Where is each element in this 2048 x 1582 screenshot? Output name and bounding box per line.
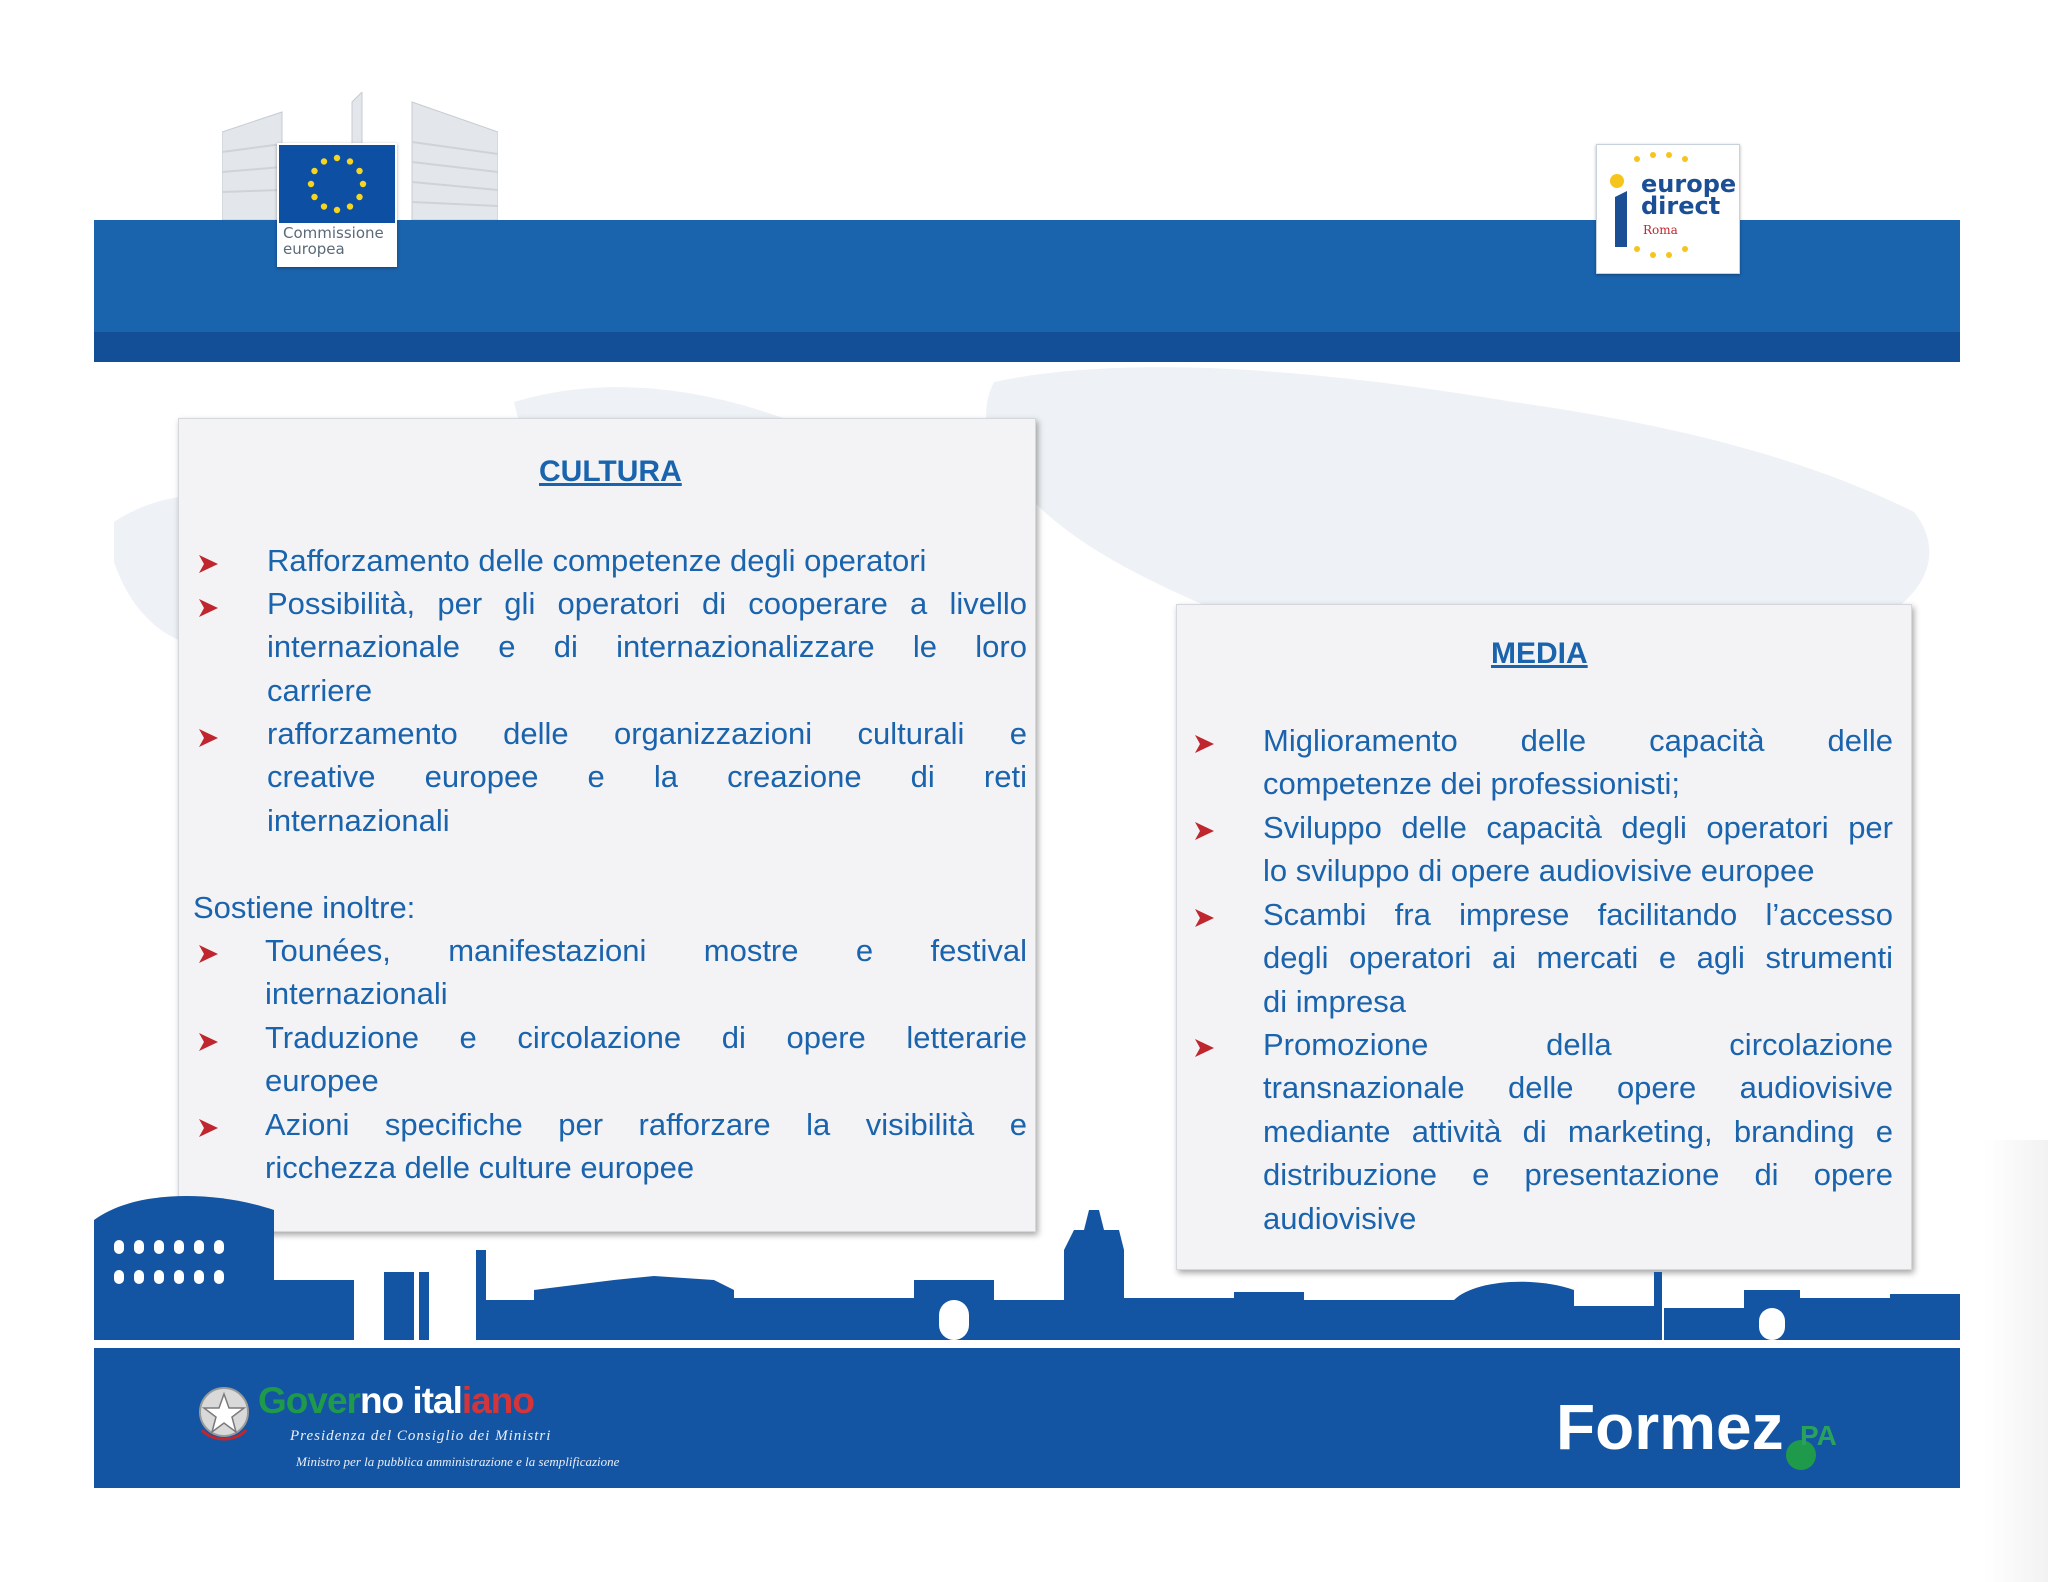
media-bullet-4-line1: Promozione della circolazione — [1263, 1027, 1893, 1062]
eu-star-icon — [334, 155, 340, 161]
commission-logo-line2: europea — [283, 240, 345, 258]
media-bullet-4-line3: mediante attività di marketing, branding e — [1263, 1113, 1893, 1149]
european-commission-logo — [277, 143, 397, 267]
italian-republic-emblem-icon — [196, 1386, 252, 1444]
media-bullet-2 — [1263, 806, 1893, 893]
eu-star-icon — [311, 194, 317, 200]
cultura-bullet-1-line1: Rafforzamento delle competenze degli operatori — [267, 543, 927, 578]
media-bullet-3-line3: di impresa — [1263, 983, 1406, 1019]
media-bullet-1-line1: Miglioramento delle capacità delle — [1263, 723, 1893, 758]
cultura-bullet-3-line3: internazionali — [267, 802, 450, 838]
europe-direct-logo — [1596, 144, 1740, 274]
europe-direct-text — [1641, 170, 1737, 220]
cultura-also-bullet-3 — [265, 1103, 1027, 1190]
commission-logo-text — [283, 225, 384, 257]
bullet-arrow-icon — [197, 597, 219, 619]
cultura-also-bullet-2-line1: Traduzione e circolazione di opere letterarie — [265, 1020, 1027, 1055]
bullet-arrow-icon — [197, 1031, 219, 1053]
page-edge-shadow — [1984, 1140, 2048, 1582]
eu-star-icon — [356, 168, 362, 174]
bullet-arrow-icon — [197, 727, 219, 749]
media-bullet-3-line2: degli operatori ai mercati e agli strumenti — [1263, 940, 1893, 976]
cultura-bullet-3-line2: creative europee e la creazione di reti — [267, 759, 1027, 795]
governo-italiano-logo — [258, 1380, 534, 1422]
cultura-bullet-1 — [267, 539, 1027, 582]
header-band-bottom — [94, 332, 1960, 362]
gov-subtitle-ministro: Ministro per la pubblica amministrazione e la semplificazione — [296, 1454, 620, 1469]
cultura-bullet-2-line3: carriere — [267, 672, 373, 708]
media-bullet-3-line1: Scambi fra imprese facilitando l’accesso — [1263, 897, 1893, 932]
cultura-panel — [178, 418, 1036, 1232]
bullet-arrow-icon — [1193, 1037, 1215, 1059]
cultura-bullet-3 — [267, 712, 1027, 842]
cultura-title: CULTURA — [539, 455, 682, 488]
eu-star-icon — [347, 158, 353, 164]
gov-title-part2: no ital — [359, 1380, 462, 1421]
cultura-also-bullet-2-line2: europee — [265, 1063, 379, 1099]
gov-title-part1: Gover — [258, 1380, 360, 1421]
eu-star-icon — [347, 203, 353, 209]
eu-star-icon — [321, 158, 327, 164]
bullet-arrow-icon — [197, 943, 219, 965]
bullet-arrow-icon — [1193, 907, 1215, 929]
europe-direct-line2: direct — [1641, 192, 1721, 220]
rome-skyline-graphic — [94, 1180, 1960, 1350]
cultura-also-bullet-1-line1: Tounées, manifestazioni mostre e festival — [265, 933, 1027, 968]
media-panel — [1176, 604, 1912, 1270]
cultura-bullet-3-line1: rafforzamento delle organizzazioni culturali e — [267, 716, 1027, 751]
gov-title-part3: iano — [461, 1380, 534, 1421]
cultura-also-bullet-3-line1: Azioni specifiche per rafforzare la visibilità e — [265, 1107, 1027, 1142]
eu-star-icon — [360, 181, 366, 187]
formez-logo-text: Formez — [1556, 1391, 1784, 1463]
cultura-bullet-2 — [267, 582, 1027, 712]
media-title: MEDIA — [1491, 637, 1588, 670]
media-bullet-1-line2: competenze dei professionisti; — [1263, 766, 1681, 802]
media-bullet-4-line2: transnazionale delle opere audiovisive — [1263, 1070, 1893, 1106]
cultura-bullet-2-line1: Possibilità, per gli operatori di cooperare a livello — [267, 586, 1027, 621]
cultura-also-bullet-3-line2: ricchezza delle culture europee — [265, 1150, 695, 1186]
gov-subtitle-presidenza: Presidenza del Consiglio dei Ministri — [290, 1428, 552, 1444]
bullet-arrow-icon — [197, 553, 219, 575]
cultura-also-bullet-1-line2: internazionali — [265, 976, 448, 1012]
eu-star-icon — [334, 207, 340, 213]
media-bullet-1 — [1263, 719, 1893, 806]
europe-direct-line1: europe — [1641, 170, 1737, 198]
formez-pa-text: PA — [1800, 1420, 1837, 1451]
eu-star-icon — [311, 168, 317, 174]
cultura-also-bullet-2 — [265, 1016, 1027, 1103]
eu-star-icon — [356, 194, 362, 200]
media-bullet-3 — [1263, 893, 1893, 1023]
media-bullet-4-line4: distribuzione e presentazione di opere — [1263, 1157, 1893, 1193]
media-bullet-4-line5: audiovisive — [1263, 1200, 1417, 1236]
europe-direct-city: Roma — [1643, 223, 1678, 237]
cultura-also-bullet-1 — [265, 929, 1027, 1016]
media-bullet-2-line1: Sviluppo delle capacità degli operatori per — [1263, 810, 1893, 845]
also-supports-label: Sostiene inoltre: — [193, 890, 416, 925]
bullet-arrow-icon — [1193, 820, 1215, 842]
cultura-bullet-2-line2: internazionale e di internazionalizzare le loro — [267, 629, 1027, 665]
bullet-arrow-icon — [197, 1117, 219, 1139]
commission-logo-line1: Commissione — [283, 224, 384, 242]
bullet-arrow-icon — [1193, 733, 1215, 755]
eu-star-icon — [308, 181, 314, 187]
eu-star-icon — [321, 203, 327, 209]
eu-flag-icon — [279, 145, 395, 223]
media-bullet-2-line2: lo sviluppo di opere audiovisive europee — [1263, 853, 1815, 889]
